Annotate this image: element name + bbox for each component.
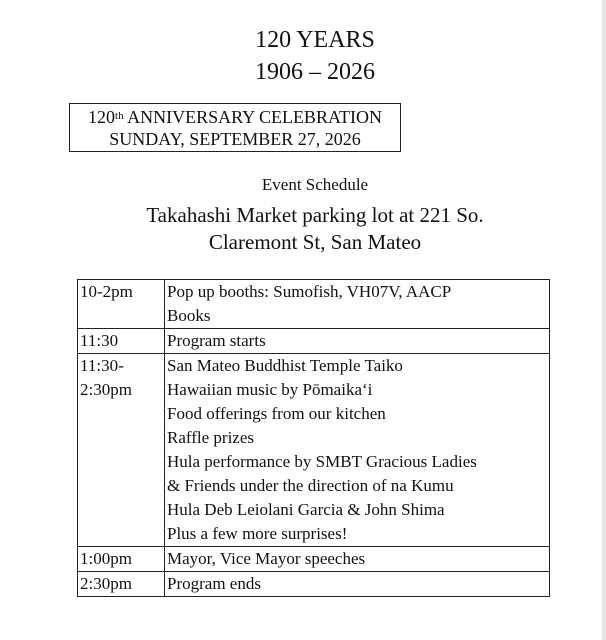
schedule-row [78, 547, 550, 572]
schedule-time-line: 1:00pm [80, 549, 132, 568]
schedule-time-cell [78, 572, 165, 597]
schedule-row [78, 572, 550, 597]
schedule-activity-line: & Friends under the direction of na Kumu [167, 476, 454, 495]
schedule-activity-line: San Mateo Buddhist Temple Taiko [167, 356, 403, 375]
banner-ordinal: th [115, 110, 124, 122]
schedule-time-cell [78, 329, 165, 354]
schedule-time-line: 11:30- [80, 356, 124, 375]
schedule-time-line: 10-2pm [80, 282, 133, 301]
schedule-activity-line: Food offerings from our kitchen [167, 404, 386, 423]
headline-dates: 1906 – 2026 [255, 59, 375, 85]
schedule-activity-cell [165, 354, 550, 547]
schedule-row [78, 329, 550, 354]
page-edge [602, 0, 606, 640]
banner-title [70, 106, 400, 128]
schedule-activity-cell [165, 547, 550, 572]
schedule-activity-cell [165, 572, 550, 597]
schedule-activity-line: Mayor, Vice Mayor speeches [167, 549, 366, 568]
event-schedule-label: Event Schedule [261, 175, 369, 194]
headline-years: 120 YEARS [255, 27, 375, 53]
schedule-activity-line: Plus a few more surprises! [167, 524, 348, 543]
schedule-table [77, 279, 550, 597]
schedule-activity-line: Program starts [167, 331, 266, 350]
anniversary-banner [69, 103, 401, 152]
event-location-line1: Takahashi Market parking lot at 221 So. [146, 203, 484, 227]
schedule-activity-line: Hawaiian music by Pōmaika‘i [167, 380, 373, 399]
schedule-activity-line: Program ends [167, 574, 261, 593]
schedule-time-line: 11:30 [80, 331, 119, 350]
schedule-time-cell [78, 280, 165, 329]
schedule-time-cell [78, 547, 165, 572]
banner-number: 120 [88, 107, 116, 127]
schedule-activity-cell [165, 329, 550, 354]
schedule-body [78, 280, 550, 597]
event-location-line2: Claremont St, San Mateo [208, 230, 422, 254]
schedule-activity-line: Hula performance by SMBT Gracious Ladies [167, 452, 477, 471]
schedule-activity-line: Raffle prizes [167, 428, 255, 447]
schedule-time-cell [78, 354, 165, 547]
banner-title-text: ANNIVERSARY CELEBRATION [123, 107, 382, 127]
schedule-activity-cell [165, 280, 550, 329]
schedule-time-line: 2:30pm [80, 574, 132, 593]
schedule-row [78, 280, 550, 329]
schedule-time-line: 2:30pm [80, 380, 132, 399]
banner-date: SUNDAY, SEPTEMBER 27, 2026 [109, 129, 361, 149]
schedule-activity-line: Hula Deb Leiolani Garcia & John Shima [167, 500, 445, 519]
schedule-activity-line: Books [167, 306, 211, 325]
schedule-activity-line: Pop up booths: Sumofish, VH07V, AACP [167, 282, 452, 301]
schedule-row [78, 354, 550, 547]
